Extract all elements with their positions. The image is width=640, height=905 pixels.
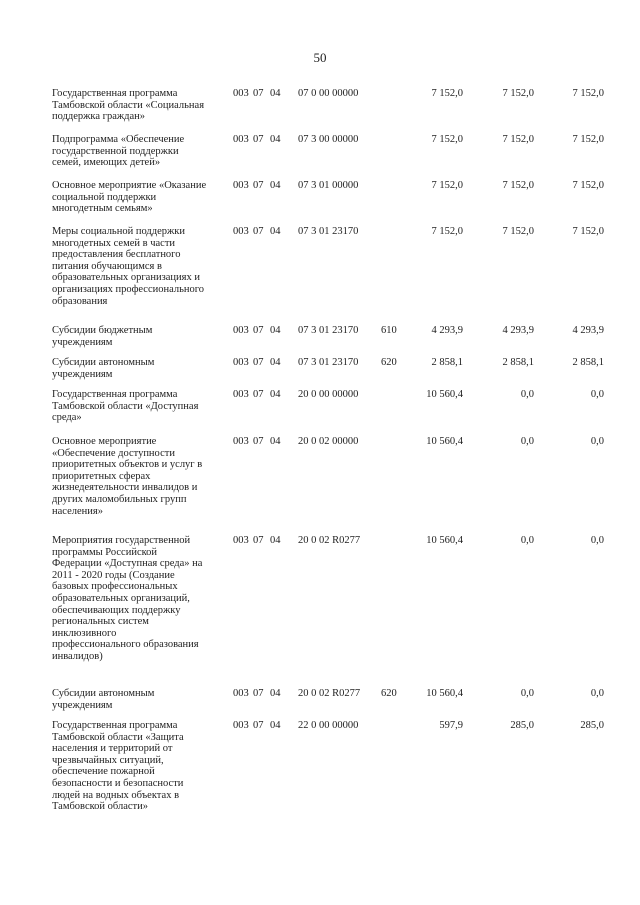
- amount-year-3: 0,0: [590, 389, 604, 400]
- target-article-code: 07 3 01 23170: [298, 226, 359, 237]
- amount-year-1: 7 152,0: [431, 226, 463, 237]
- target-article-code: 20 0 02 00000: [298, 436, 359, 447]
- amount-year-3: 7 152,0: [572, 88, 604, 99]
- amount-year-3: 7 152,0: [572, 180, 604, 191]
- amount-year-2: 0,0: [520, 535, 534, 546]
- amount-year-2: 0,0: [520, 436, 534, 447]
- section-code: 07: [253, 720, 264, 731]
- ministry-code: 003: [233, 134, 249, 145]
- target-article-code: 07 0 00 00000: [298, 88, 359, 99]
- ministry-code: 003: [233, 436, 249, 447]
- amount-year-1: 7 152,0: [431, 180, 463, 191]
- ministry-code: 003: [233, 180, 249, 191]
- amount-year-2: 7 152,0: [502, 226, 534, 237]
- target-article-code: 07 3 01 23170: [298, 357, 359, 368]
- amount-year-2: 285,0: [510, 720, 534, 731]
- target-article-code: 20 0 02 R0277: [298, 688, 361, 699]
- amount-year-3: 4 293,9: [572, 325, 604, 336]
- amount-year-3: 7 152,0: [572, 226, 604, 237]
- section-code: 07: [253, 88, 264, 99]
- section-code: 07: [253, 357, 264, 368]
- ministry-code: 003: [233, 325, 249, 336]
- target-article-code: 20 0 00 00000: [298, 389, 359, 400]
- subsection-code: 04: [270, 325, 281, 336]
- amount-year-2: 0,0: [520, 688, 534, 699]
- amount-year-2: 2 858,1: [502, 357, 534, 368]
- target-article-code: 07 3 01 23170: [298, 325, 359, 336]
- expense-type-code: 620: [381, 688, 397, 699]
- subsection-code: 04: [270, 226, 281, 237]
- amount-year-1: 10 560,4: [426, 436, 463, 447]
- amount-year-1: 7 152,0: [431, 88, 463, 99]
- ministry-code: 003: [233, 226, 249, 237]
- subsection-code: 04: [270, 134, 281, 145]
- section-code: 07: [253, 389, 264, 400]
- amount-year-3: 285,0: [580, 720, 604, 731]
- amount-year-3: 2 858,1: [572, 357, 604, 368]
- amount-year-1: 10 560,4: [426, 389, 463, 400]
- row-name: Государственная программа Тамбовской области «Социальная поддержка граждан»: [52, 88, 205, 123]
- section-code: 07: [253, 325, 264, 336]
- ministry-code: 003: [233, 688, 249, 699]
- row-name: Основное мероприятие «Оказание социальной поддержки многодетным семьям»: [52, 180, 207, 215]
- row-name: Подпрограмма «Обеспечение государственной поддержки семей, имеющих детей»: [52, 134, 185, 169]
- section-code: 07: [253, 226, 264, 237]
- expense-type-code: 610: [381, 325, 397, 336]
- section-code: 07: [253, 180, 264, 191]
- subsection-code: 04: [270, 535, 281, 546]
- target-article-code: 07 3 00 00000: [298, 134, 359, 145]
- amount-year-2: 7 152,0: [502, 88, 534, 99]
- target-article-code: 20 0 02 R0277: [298, 535, 361, 546]
- amount-year-2: 7 152,0: [502, 134, 534, 145]
- amount-year-3: 7 152,0: [572, 134, 604, 145]
- amount-year-3: 0,0: [590, 688, 604, 699]
- page-number: 50: [313, 50, 327, 65]
- ministry-code: 003: [233, 389, 249, 400]
- amount-year-3: 0,0: [590, 535, 604, 546]
- amount-year-1: 10 560,4: [426, 535, 463, 546]
- target-article-code: 07 3 01 00000: [298, 180, 359, 191]
- section-code: 07: [253, 535, 264, 546]
- row-name: Субсидии автономным учреждениям: [52, 688, 155, 711]
- row-name: Государственная программа Тамбовской области «Доступная среда»: [52, 389, 199, 424]
- ministry-code: 003: [233, 535, 249, 546]
- subsection-code: 04: [270, 688, 281, 699]
- amount-year-3: 0,0: [590, 436, 604, 447]
- amount-year-1: 7 152,0: [431, 134, 463, 145]
- amount-year-2: 0,0: [520, 389, 534, 400]
- subsection-code: 04: [270, 357, 281, 368]
- expense-type-code: 620: [381, 357, 397, 368]
- amount-year-2: 4 293,9: [502, 325, 534, 336]
- subsection-code: 04: [270, 180, 281, 191]
- row-name: Мероприятия государственной программы Российской Федерации «Доступная среда» на 2011 - 2020 годы (Создание базовых профессиональных образовательных организаций, обеспечивающих поддержку региональных систем инклюзивного профессионального образования инвалидов): [52, 535, 203, 662]
- section-code: 07: [253, 688, 264, 699]
- ministry-code: 003: [233, 88, 249, 99]
- target-article-code: 22 0 00 00000: [298, 720, 359, 731]
- amount-year-1: 2 858,1: [431, 357, 463, 368]
- subsection-code: 04: [270, 389, 281, 400]
- amount-year-1: 10 560,4: [426, 688, 463, 699]
- subsection-code: 04: [270, 436, 281, 447]
- subsection-code: 04: [270, 88, 281, 99]
- amount-year-1: 597,9: [439, 720, 463, 731]
- row-name: Субсидии автономным учреждениям: [52, 357, 155, 380]
- amount-year-2: 7 152,0: [502, 180, 534, 191]
- section-code: 07: [253, 134, 264, 145]
- row-name: Меры социальной поддержки многодетных семей в части предоставления бесплатного питания обучающимся в образовательных организациях и организациях профессионального образования: [52, 226, 205, 307]
- row-name: Государственная программа Тамбовской области «Защита населения и территорий от чрезвычайных ситуаций, обеспечение пожарной безопасности и безопасности людей на водных объектах в Тамбовской области»: [52, 720, 184, 813]
- row-name: Субсидии бюджетным учреждениям: [52, 325, 153, 348]
- subsection-code: 04: [270, 720, 281, 731]
- section-code: 07: [253, 436, 264, 447]
- ministry-code: 003: [233, 357, 249, 368]
- row-name: Основное мероприятие «Обеспечение доступности приоритетных объектов и услуг в приоритетных сферах жизнедеятельности инвалидов и других маломобильных групп населения»: [52, 436, 203, 517]
- amount-year-1: 4 293,9: [431, 325, 463, 336]
- ministry-code: 003: [233, 720, 249, 731]
